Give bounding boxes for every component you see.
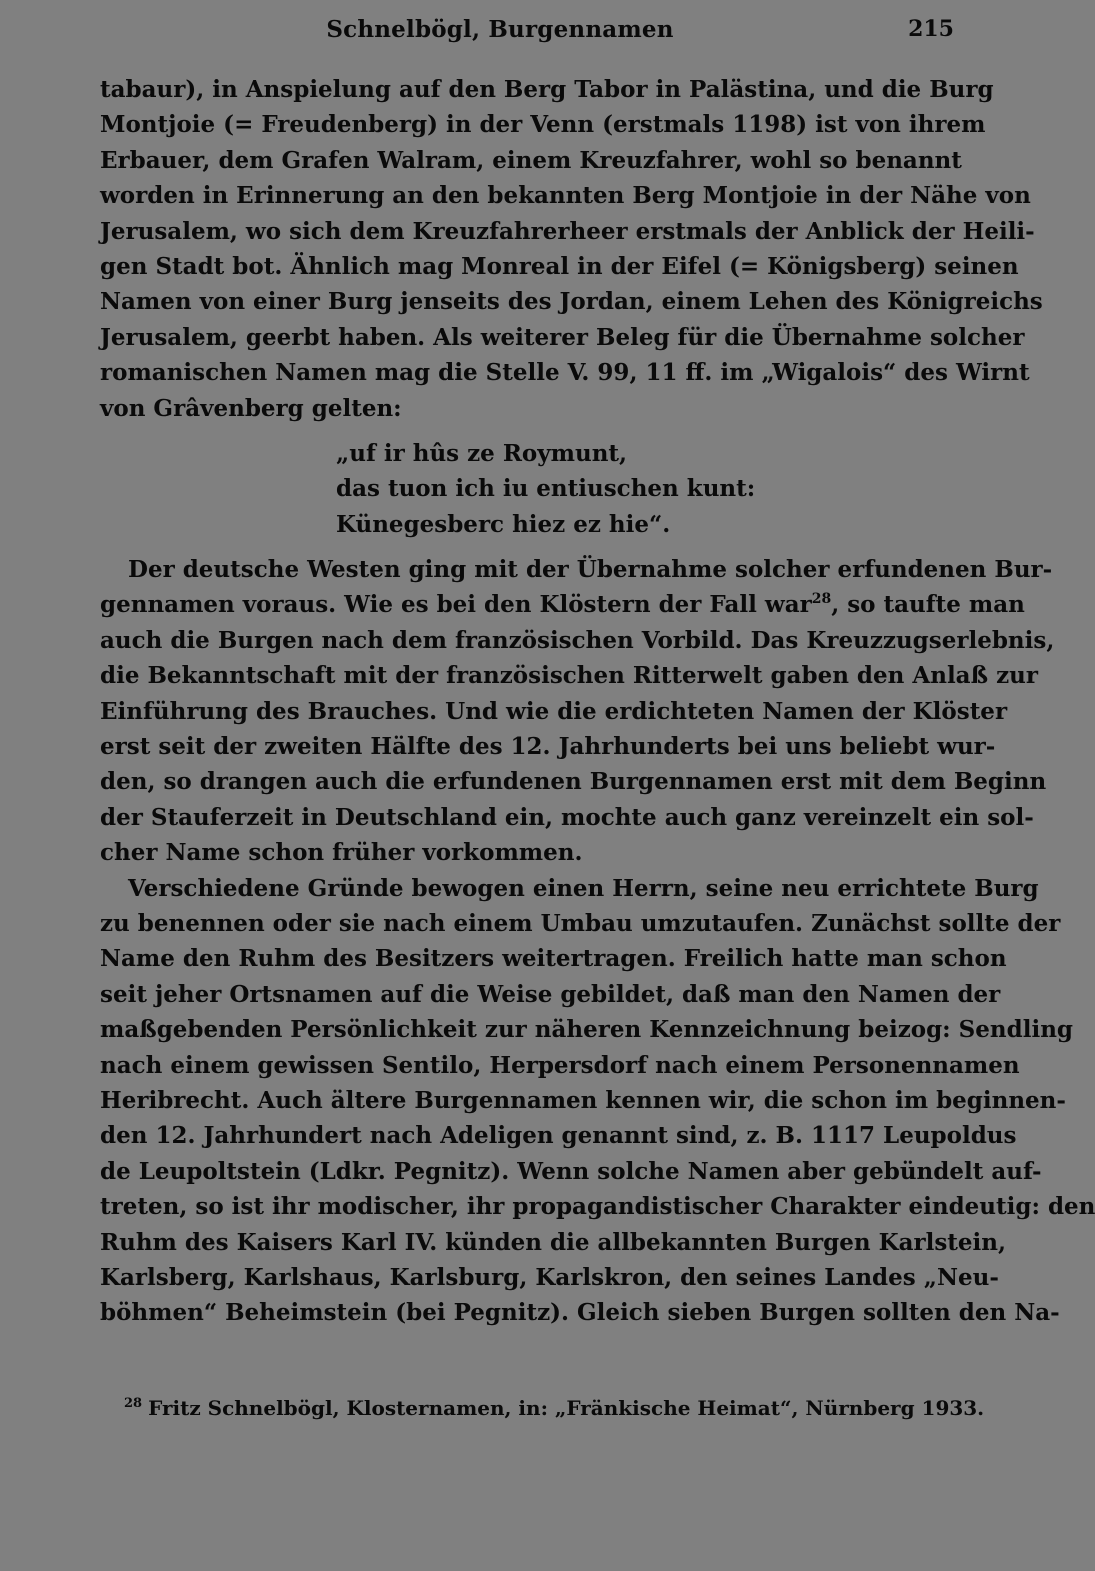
text-line: von Grâvenberg gelten:	[100, 394, 402, 422]
text-line: maßgebenden Persönlichkeit zur näheren Kennzeichnung beizog: Sendling	[100, 1016, 1073, 1044]
text-line: Montjoie (= Freudenberg) in der Venn (erstmals 1198) ist von ihrem	[100, 111, 986, 139]
footnote-reference[interactable]: 28	[811, 591, 832, 608]
text-line: romanischen Namen mag die Stelle V. 99, 11 ff. im „Wigalois“ des Wirnt	[100, 359, 1030, 387]
text-line: Name den Ruhm des Besitzers weitertragen. Freilich hatte man schon	[100, 945, 1007, 973]
text-line: de Leupoltstein (Ldkr. Pegnitz). Wenn solche Namen aber gebündelt auf-	[100, 1157, 1042, 1185]
text-line: seit jeher Ortsnamen auf die Weise gebildet, daß man den Namen der	[100, 980, 1001, 1008]
verse-line: Künegesberc hiez ez hie“.	[336, 510, 671, 538]
text-line: Jerusalem, wo sich dem Kreuzfahrerheer erstmals der Anblick der Heili-	[100, 217, 1035, 245]
text-line: gen Stadt bot. Ähnlich mag Monreal in der Eifel (= Königsberg) seinen	[100, 252, 1019, 280]
text-line: treten, so ist ihr modischer, ihr propagandistischer Charakter eindeutig: den	[100, 1193, 1095, 1221]
text-line: nach einem gewissen Sentilo, Herpersdorf nach einem Personennamen	[100, 1051, 1020, 1079]
paragraph-1	[100, 72, 1043, 426]
text-line: Verschiedene Gründe bewogen einen Herrn, seine neu errichtete Burg	[128, 874, 1039, 902]
text-line: zu benennen oder sie nach einem Umbau umzutaufen. Zunächst sollte der	[100, 909, 1061, 937]
text-line: Karlsberg, Karlshaus, Karlsburg, Karlskron, den seines Landes „Neu-	[100, 1263, 999, 1291]
text-line: Jerusalem, geerbt haben. Als weiterer Beleg für die Übernahme solcher	[100, 323, 1025, 351]
page-header	[0, 8, 1000, 44]
text-line: Heribrecht. Auch ältere Burgennamen kennen wir, die schon im beginnen-	[100, 1086, 1066, 1114]
paragraph-2	[100, 552, 1055, 871]
text-line-with-footnote	[100, 587, 1025, 622]
footnote-text: Fritz Schnelbögl, Klosternamen, in: „Fränkische Heimat“, Nürnberg 1933.	[148, 1396, 985, 1420]
verse-line: „uf ir hûs ze Roymunt,	[336, 439, 628, 467]
text-line: Erbauer, dem Grafen Walram, einem Kreuzfahrer, wohl so benannt	[100, 146, 962, 174]
text-line: Ruhm des Kaisers Karl IV. künden die allbekannten Burgen Karlstein,	[100, 1228, 1007, 1256]
page-number: 215	[908, 16, 954, 42]
text-line: Der deutsche Westen ging mit der Übernahme solcher erfundenen Bur-	[128, 556, 1053, 584]
text-line: die Bekanntschaft mit der französischen Ritterwelt gaben den Anlaß zur	[100, 662, 1038, 690]
text-line: Einführung des Brauches. Und wie die erdichteten Namen der Klöster	[100, 697, 1008, 725]
footnote-number: 28	[124, 1396, 143, 1411]
text-line: erst seit der zweiten Hälfte des 12. Jahrhunderts bei uns beliebt wur-	[100, 733, 996, 761]
text-line: Namen von einer Burg jenseits des Jordan, einem Lehen des Königreichs	[100, 288, 1043, 316]
main-text	[100, 72, 1095, 1331]
footnote	[124, 1396, 985, 1420]
text-line: auch die Burgen nach dem französischen Vorbild. Das Kreuzzugserlebnis,	[100, 626, 1055, 654]
text-line: der Stauferzeit in Deutschland ein, mochte auch ganz vereinzelt ein sol-	[100, 803, 1034, 831]
text-fragment: , so taufte man	[831, 591, 1025, 619]
verse-line: das tuon ich iu entiuschen kunt:	[336, 475, 756, 503]
paragraph-3	[100, 871, 1095, 1331]
text-line: böhmen“ Beheimstein (bei Pegnitz). Gleich sieben Burgen sollten den Na-	[100, 1299, 1060, 1327]
text-line: tabaur), in Anspielung auf den Berg Tabor in Palästina, und die Burg	[100, 76, 994, 103]
verse-quote	[100, 436, 956, 542]
text-fragment: gennamen voraus. Wie es bei den Klöstern der Fall war	[100, 591, 812, 619]
text-line: den, so drangen auch die erfundenen Burgennamen erst mit dem Beginn	[100, 768, 1047, 796]
text-line: worden in Erinnerung an den bekannten Berg Montjoie in der Nähe von	[100, 182, 1031, 210]
running-title: Schnelbögl, Burgennamen	[326, 16, 674, 43]
text-line: cher Name schon früher vorkommen.	[100, 839, 583, 867]
text-line: den 12. Jahrhundert nach Adeligen genannt sind, z. B. 1117 Leupoldus	[100, 1122, 1017, 1150]
